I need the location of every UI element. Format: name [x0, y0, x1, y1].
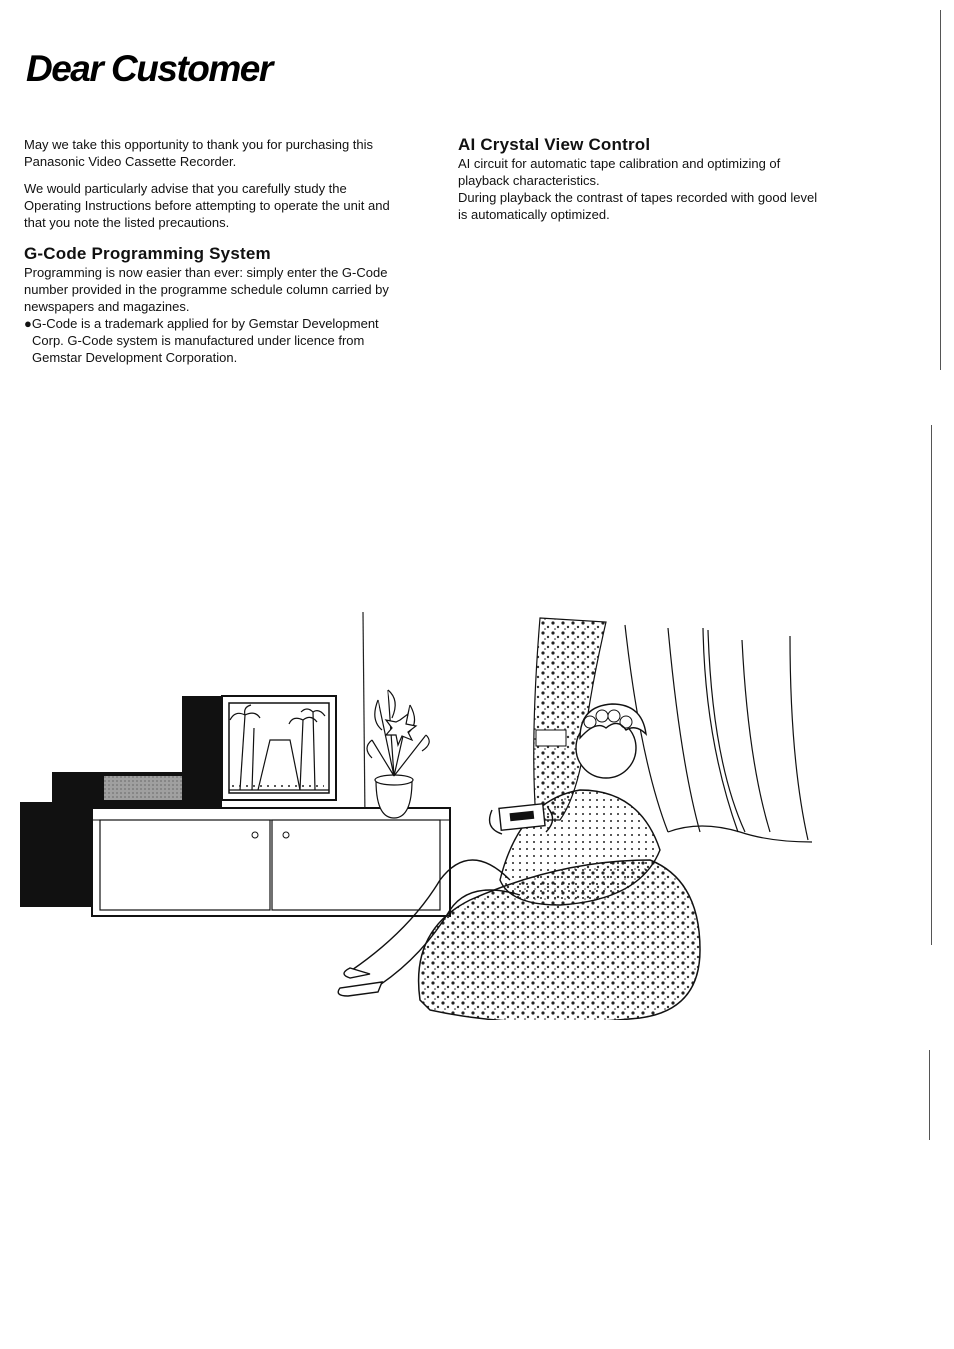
ai-heading: AI Crystal View Control: [458, 135, 651, 154]
wall-corner-line: [363, 612, 365, 820]
page-title: Dear Customer: [26, 48, 272, 89]
ai-body-2: During playback the contrast of tapes recorded with good level is automatically optimized.: [458, 190, 818, 222]
ai-body-1: AI circuit for automatic tape calibration and optimizing of playback characteristics.: [458, 156, 781, 188]
left-column: [24, 136, 404, 376]
tv-set: [182, 696, 336, 806]
scan-edge-mark: [940, 10, 941, 370]
scan-edge-mark: [929, 1050, 930, 1140]
gcode-heading: G-Code Programming System: [24, 244, 271, 263]
illustration-woman-watching-tv: [0, 600, 954, 1020]
potted-plant: [367, 690, 429, 818]
gcode-trademark-bullet: ●G-Code is a trademark applied for by Gemstar Development Corp. G-Code system is manufactured under licence from Gemstar Development Corporation.: [24, 316, 379, 365]
tv-cabinet: [92, 808, 450, 916]
intro-paragraph-1: May we take this opportunity to thank you for purchasing this Panasonic Video Cassette Recorder.: [24, 137, 374, 169]
intro-paragraph-2: We would particularly advise that you carefully study the Operating Instructions before attempting to operate the unit and that you note the listed precautions.: [24, 181, 390, 230]
gcode-body: Programming is now easier than ever: simply enter the G-Code number provided in the programme schedule column carried by newspapers and magazines.: [24, 265, 389, 314]
right-column: [458, 136, 828, 223]
